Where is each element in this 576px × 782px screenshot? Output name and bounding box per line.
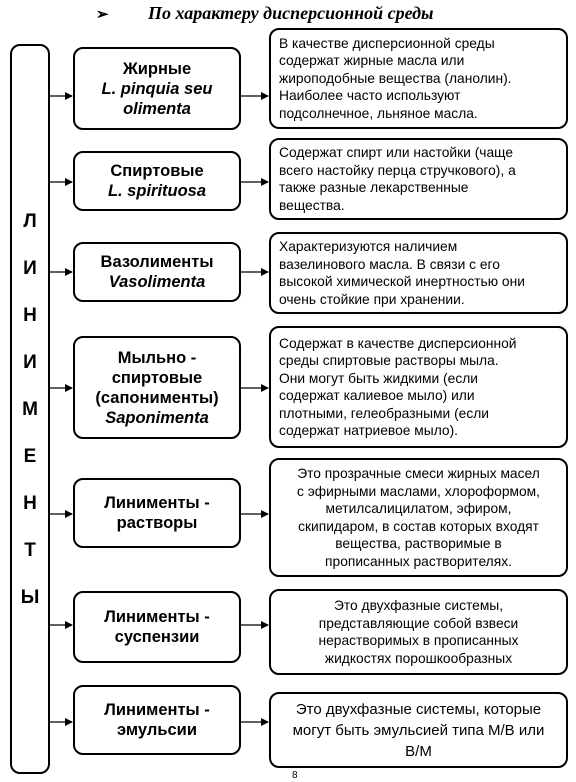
description-line: высокой химической инертностью они xyxy=(279,274,525,289)
vertical-letter: Н xyxy=(23,492,37,514)
description-line: скипидаром, в состав которых входят xyxy=(298,518,539,534)
category-box-soap-alcohol xyxy=(73,336,241,439)
vertical-letter: Н xyxy=(23,304,37,326)
description-line: всего настойку перца стручкового), а xyxy=(279,162,516,178)
vertical-letter: И xyxy=(23,351,37,373)
description-line: метилсалицилатом, эфиром, xyxy=(325,501,512,516)
category-title: Спиртовые xyxy=(110,162,204,180)
section-heading-text: По характеру дисперсионной среды xyxy=(148,3,434,23)
category-box-solutions xyxy=(73,478,241,548)
description-line: Содержат спирт или настойки (чаще xyxy=(279,145,514,160)
category-title: спиртовые xyxy=(111,368,203,387)
category-latin: Saponimenta xyxy=(105,408,209,427)
vertical-letter: Е xyxy=(23,445,37,467)
description-line: содержат натриевое мыло). xyxy=(279,423,458,438)
description-line: содержат жирные масла или xyxy=(279,53,465,69)
description-line: Наиболее часто используют xyxy=(279,88,461,104)
description-line: могут быть эмульсией типа М/В или xyxy=(292,721,545,739)
description-box-emulsions xyxy=(269,692,568,768)
category-latin: Vasolimenta xyxy=(108,273,206,291)
category-title: Жирные xyxy=(122,59,192,78)
description-line: нерастворимых в прописанных xyxy=(318,633,519,648)
category-title: (сапонименты) xyxy=(95,388,219,407)
description-line: представляющие собой взвеси xyxy=(318,615,519,631)
description-box-fatty xyxy=(269,28,568,129)
category-title: Мыльно - xyxy=(117,348,197,367)
category-title: суспензии xyxy=(114,628,200,646)
category-box-suspensions xyxy=(73,591,241,663)
vertical-letter: Т xyxy=(24,539,36,561)
category-latin: L. spirituosa xyxy=(107,182,207,200)
category-title: Линименты - xyxy=(104,701,210,719)
description-line: прописанных растворителях. xyxy=(325,553,512,569)
category-box-emulsions xyxy=(73,685,241,755)
description-line: вещества. xyxy=(279,197,345,213)
description-line: Они могут быть жидкими (если xyxy=(279,370,478,386)
description-line: жироподобные вещества (ланолин). xyxy=(279,70,512,86)
description-line: подсолнечное, льняное масла. xyxy=(279,105,478,121)
category-title: эмульсии xyxy=(117,721,197,739)
vertical-letter: Ы xyxy=(20,586,40,608)
page-number: 8 xyxy=(292,770,298,781)
description-line: вазелинового масла. В связи с его xyxy=(279,256,500,272)
category-box-vaseline xyxy=(73,242,241,302)
category-box-fatty xyxy=(73,47,241,130)
category-title: Вазолименты xyxy=(100,253,214,271)
description-line: Характеризуются наличием xyxy=(279,239,458,254)
description-line: Это двухфазные системы, xyxy=(333,598,504,613)
description-line: содержат калиевое мыло) или xyxy=(279,388,475,403)
description-box-suspensions xyxy=(269,589,568,675)
description-box-vaseline xyxy=(269,232,568,314)
category-latin: olimenta xyxy=(123,99,191,118)
description-line: вещества, растворимые в xyxy=(335,536,502,551)
category-latin: L. pinquia seu xyxy=(101,79,213,98)
description-box-soap-alcohol xyxy=(269,326,568,448)
description-line: с эфирными маслами, хлороформом, xyxy=(296,483,540,499)
description-line: плотными, гелеобразными (если xyxy=(279,405,490,421)
vertical-letter: Л xyxy=(23,210,37,232)
description-line: также разные лекарственные xyxy=(279,180,469,195)
description-box-alcohol xyxy=(269,138,568,220)
description-line: Это прозрачные смеси жирных масел xyxy=(297,466,540,481)
arrow-bullet-icon: ➢ xyxy=(96,7,109,23)
description-line: В качестве дисперсионной среды xyxy=(279,35,495,51)
description-line: среды спиртовые растворы мыла. xyxy=(279,353,499,368)
vertical-letter: М xyxy=(22,398,38,420)
description-line: жидкостях порошкообразных xyxy=(324,650,513,666)
description-line: В/М xyxy=(405,742,432,760)
category-title: растворы xyxy=(116,514,198,532)
description-line: очень стойкие при хранении. xyxy=(279,291,465,307)
description-line: Содержат в качестве дисперсионной xyxy=(279,335,517,351)
description-line: Это двухфазные системы, которые xyxy=(295,700,542,718)
category-title: Линименты - xyxy=(104,494,210,512)
category-title: Линименты - xyxy=(104,608,210,626)
description-box-solutions xyxy=(269,458,568,577)
category-box-alcohol xyxy=(73,151,241,211)
vertical-letter: И xyxy=(23,257,37,279)
